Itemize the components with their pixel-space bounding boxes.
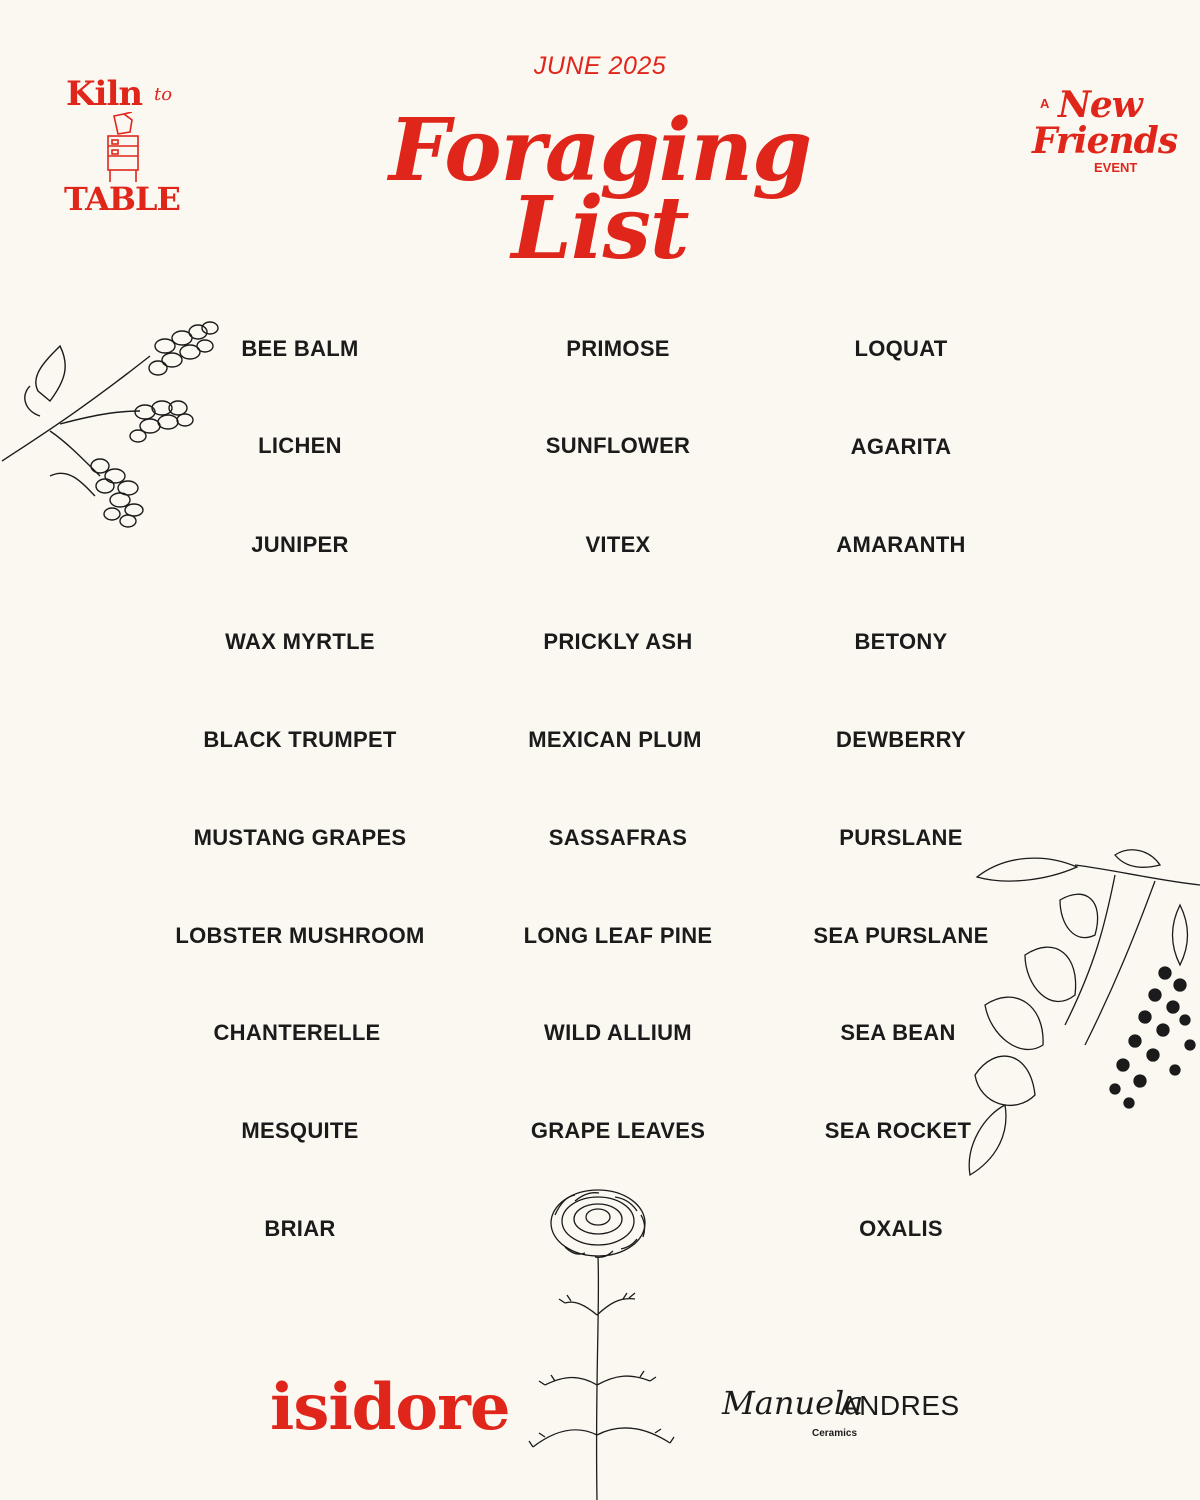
forage-item: MEXICAN PLUM (528, 727, 702, 752)
manuela-signature: Manuela (722, 1384, 864, 1422)
event-date: JUNE 2025 (533, 52, 667, 80)
new-friends-word-friends: Friends (1032, 120, 1178, 162)
forage-item: LICHEN (258, 433, 342, 458)
forage-item: PRICKLY ASH (543, 629, 693, 654)
forage-item: WAX MYRTLE (225, 629, 375, 654)
forage-item: GRAPE LEAVES (530, 1118, 706, 1143)
forage-item: PRIMOSE (566, 336, 670, 361)
forage-item: SUNFLOWER (545, 433, 691, 458)
kiln-logo-word: Kiln (66, 74, 143, 114)
forage-item: MUSTANG GRAPES (193, 825, 407, 850)
forage-item: SEA ROCKET (824, 1118, 972, 1143)
manuela-andres-logo (722, 1380, 962, 1450)
forage-item: OXALIS (859, 1216, 943, 1241)
forage-item: BLACK TRUMPET (203, 727, 397, 752)
forage-item: PURSLANE (839, 825, 963, 850)
page-title-line2: List (511, 178, 689, 279)
forage-item: AGARITA (850, 434, 952, 459)
new-friends-prefix: A (1040, 96, 1050, 111)
forage-item: LOBSTER MUSHROOM (175, 923, 425, 948)
forage-item: SEA PURSLANE (813, 923, 989, 948)
forage-item: DEWBERRY (836, 727, 966, 752)
new-friends-word-new: New (1058, 84, 1142, 126)
forage-item: JUNIPER (251, 532, 349, 557)
forage-item: LONG LEAF PINE (523, 923, 713, 948)
ceramics-label: Ceramics (812, 1428, 858, 1439)
forage-item: MESQUITE (241, 1118, 359, 1143)
kiln-logo-connector: to (154, 84, 173, 105)
forage-item: SEA BEAN (840, 1020, 956, 1045)
andres-wordmark: ANDRES (840, 1390, 960, 1421)
forage-item: AMARANTH (836, 532, 966, 557)
forage-item: CHANTERELLE (213, 1020, 381, 1045)
new-friends-suffix: EVENT (1094, 160, 1138, 175)
isidore-logo: isidore (270, 1370, 510, 1445)
table-logo-word: TABLE (64, 180, 180, 218)
forage-item: BEE BALM (241, 336, 359, 361)
forage-item: BETONY (854, 629, 948, 654)
page-title-line1: Foraging (388, 100, 812, 201)
forage-item: BRIAR (264, 1216, 336, 1241)
forage-item: VITEX (585, 532, 651, 557)
forage-item: WILD ALLIUM (544, 1020, 692, 1045)
forage-item: LOQUAT (854, 336, 948, 361)
forage-item: SASSAFRAS (548, 825, 688, 850)
